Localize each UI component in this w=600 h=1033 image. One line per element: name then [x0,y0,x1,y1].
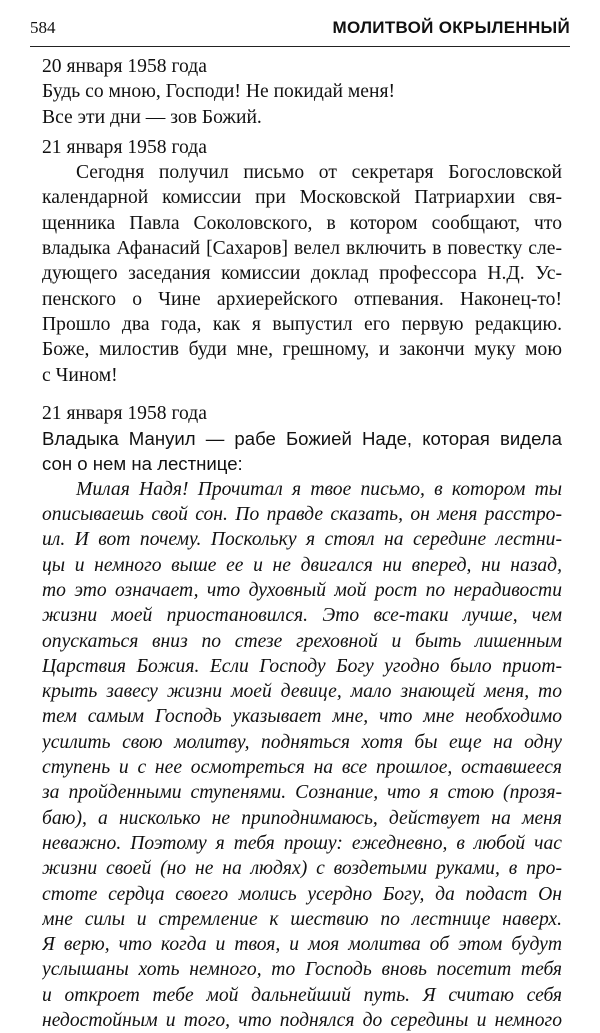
letter-line: ил. И вот почему. Поскольку я стоял на середине лестни- [42,529,562,551]
letter-line: описываешь свой сон. По правде сказать, он меня расстро- [42,504,562,526]
entry-line: с Чином! [42,364,118,386]
letter-line: цы и немного выше ее и не двигался ни вперед, ни назад, [42,554,562,576]
page-body [42,54,562,1033]
entry-intro-line: Владыка Мануил — рабе Божией Наде, которая видела [42,428,562,450]
letter-line: стоте сердца своего молись усердно Богу, да подаст Он [42,883,562,905]
running-header [30,18,570,42]
entry-date: 21 января 1958 года [42,402,207,424]
entry-line: Сегодня получил письмо от секретаря Богословской [76,162,562,184]
entry-line: Боже, милостив буди мне, грешному, и закончи муку мою [42,339,562,361]
entry-line: владыка Афанасий [Сахаров] велел включить в повестку сле- [42,238,562,260]
letter-line: баю), а нисколько не приподнимаюсь, действует на меня [42,807,562,829]
entry-line: Все эти дни — зов Божий. [42,106,262,128]
letter-line: услышаны хоть немного, то Господь вновь посетит тебя [42,959,562,981]
entry-line: Прошло два года, как я выпустил его первую редакцию. [42,313,562,335]
page-number: 584 [30,18,56,37]
letter-line: опускаться вниз по стезе греховной и быть лишенным [42,630,562,652]
letter-line: жизни своей (но не на людях) с воздетыми руками, в про- [42,858,562,880]
entry-line: щенника Павла Соколовского, в котором сообщают, что [42,212,562,234]
entry-intro-line: сон о нем на лестнице: [42,453,243,475]
letter-line: недостойным и того, что поднялся до середины и немного [42,1009,562,1031]
letter-line: Милая Надя! Прочитал я твое письмо, в котором ты [76,478,562,500]
letter-line: ступень и с нее осмотреться на все прошлое, оставшееся [42,757,562,779]
running-title: МОЛИТВОЙ ОКРЫЛЕННЫЙ [332,18,570,37]
entry-line: Будь со мною, Господи! Не покидай меня! [42,81,396,103]
letter-line: жизни моей приостановился. Это все-таки лучше, чем [42,605,562,627]
letter-line: и откроет тебе мой дальнейший путь. Я считаю себя [42,984,562,1006]
letter-line: Я верю, что когда и твоя, и моя молитва об этом будут [42,934,562,956]
letter-line: крыть завесу жизни моей девице, мало знающей меня, то [42,681,562,703]
letter-line: то это означает, что духовный мой рост по нерадивости [42,579,562,601]
letter-line: Царствия Божия. Если Господу Богу угодно было приот- [42,655,562,677]
entry-date: 21 января 1958 года [42,136,207,158]
letter-line: тем самым Господь указывает мне, что мне необходимо [42,706,562,728]
spacer [42,388,562,401]
entry-date: 20 января 1958 года [42,56,207,77]
letter-line: неважно. Поэтому я тебя прошу: ежедневно, в любой час [42,832,562,854]
letter-line: мне силы и стремление к шествию по лестнице наверх. [42,908,562,930]
letter-line: усилить свою молитву, подняться хотя бы еще на одну [42,731,562,753]
entry-line: календарной комиссии при Московской Патриархии свя- [42,187,562,209]
entry-line: дующего заседания комиссии доклад профессора Н.Д. Ус- [42,263,562,285]
letter-line: за пройденными ступенями. Сознание, что я стою (прозя- [42,782,562,804]
entry-line: пенского о Чине архиерейского отпевания. Наконец-то! [42,288,562,310]
header-rule [30,46,570,47]
